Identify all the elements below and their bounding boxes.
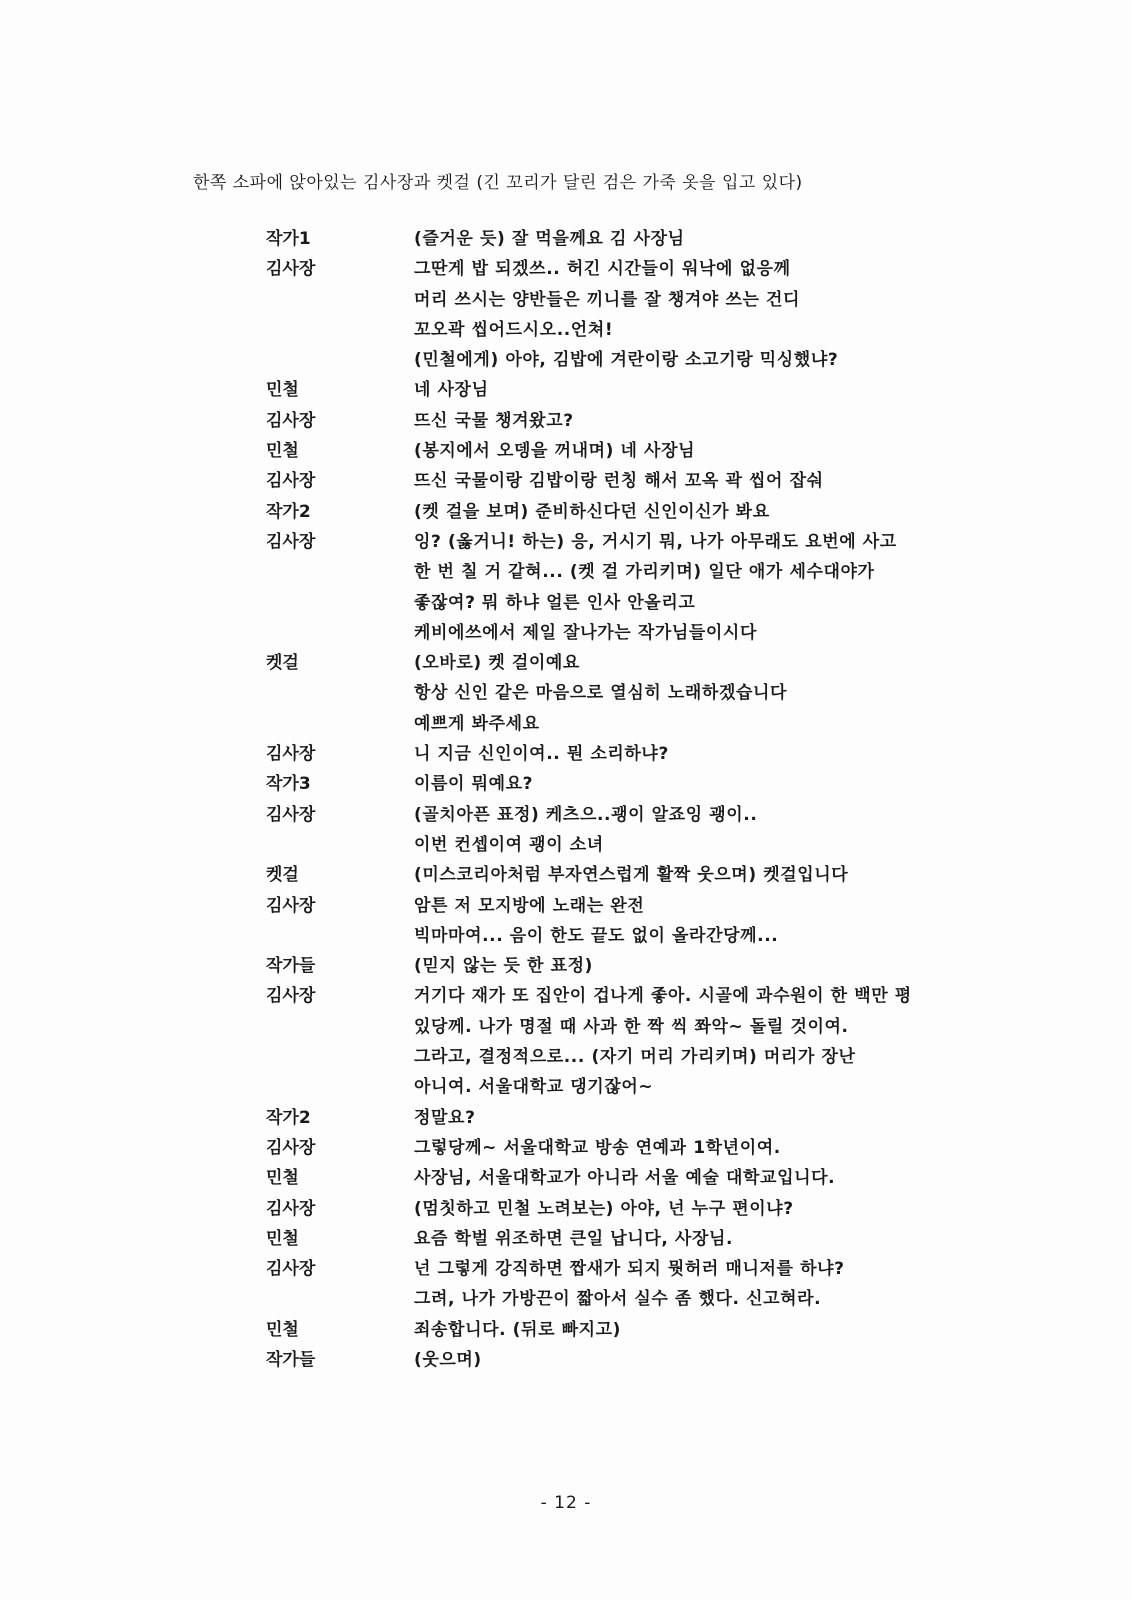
- dialogue-line: 한 번 칠 거 같혀... (켓 걸 가리키며) 일단 애가 세수대야가: [414, 562, 875, 583]
- script-row: [266, 804, 1026, 834]
- script-row: [266, 1076, 1026, 1106]
- script-row: [266, 470, 1026, 500]
- dialogue-line: 케비에쓰에서 제일 잘나가는 작가님들이시다: [414, 622, 757, 643]
- dialogue-line: 사장님, 서울대학교가 아니라 서울 예술 대학교입니다.: [414, 1168, 836, 1189]
- speaker-name: 김사장: [266, 531, 316, 552]
- dialogue-line: 네 사장님: [414, 380, 489, 401]
- script-row: [266, 1107, 1026, 1137]
- dialogue-line: 그딴게 밥 되겠쓰.. 허긴 시간들이 워낙에 없응께: [414, 259, 791, 280]
- speaker-name: 작가3: [266, 774, 311, 795]
- script-row: [266, 228, 1026, 258]
- script-row: [266, 1198, 1026, 1228]
- script-row: [266, 622, 1026, 652]
- dialogue-line: 니 지금 신인이여.. 뭔 소리하냐?: [414, 744, 669, 765]
- dialogue-line: 거기다 재가 또 집안이 겁나게 좋아. 시골에 과수원이 한 백만 평: [414, 986, 912, 1007]
- dialogue-line: (골치아픈 표정) 케츠으..괭이 알죠잉 괭이..: [414, 804, 758, 825]
- dialogue-line: 그라고, 결정적으로... (자기 머리 가리키며) 머리가 장난: [414, 1047, 856, 1068]
- script-row: [266, 440, 1026, 470]
- speaker-name: 민철: [266, 380, 299, 401]
- script-row: [266, 925, 1026, 955]
- dialogue-line: 뜨신 국물 챙겨왔고?: [414, 410, 574, 431]
- dialogue-line: 죄송합니다. (뒤로 빠지고): [414, 1319, 622, 1340]
- dialogue-line: 넌 그렇게 강직하면 짭새가 되지 뭣허러 매니저를 하냐?: [414, 1259, 845, 1280]
- script-row: [266, 1137, 1026, 1167]
- script-row: [266, 955, 1026, 985]
- speaker-name: 민철: [266, 1228, 299, 1249]
- script-row: [266, 895, 1026, 925]
- dialogue-line: 잉? (옳거니! 하는) 응, 거시기 뭐, 나가 아무래도 요번에 사고: [414, 531, 897, 552]
- script-row: [266, 864, 1026, 894]
- dialogue-line: 예쁘게 봐주세요: [414, 713, 540, 734]
- speaker-name: 김사장: [266, 1259, 316, 1280]
- speaker-name: 민철: [266, 441, 299, 462]
- dialogue-line: 요즘 학벌 위조하면 큰일 납니다, 사장님.: [414, 1228, 734, 1249]
- dialogue-line: (봉지에서 오뎅을 꺼내며) 네 사장님: [414, 441, 696, 462]
- dialogue-line: 뜨신 국물이랑 김밥이랑 런칭 해서 꼬옥 곽 씹어 잡숴: [414, 471, 824, 492]
- dialogue-line: (민철에게) 아야, 김밥에 겨란이랑 소고기랑 믹싱했냐?: [414, 350, 839, 371]
- script-row: [266, 1167, 1026, 1197]
- dialogue-line: (즐거운 듯) 잘 먹을께요 김 사장님: [414, 229, 685, 249]
- speaker-name: 작가1: [266, 229, 311, 249]
- script-row: [266, 743, 1026, 773]
- speaker-name: 김사장: [266, 804, 316, 825]
- script-body: [266, 228, 1026, 1379]
- script-row: [266, 652, 1026, 682]
- script-row: [266, 379, 1026, 409]
- script-row: [266, 349, 1026, 379]
- script-row: [266, 1046, 1026, 1076]
- speaker-name: 민철: [266, 1168, 299, 1189]
- dialogue-line: (웃으며): [414, 1349, 482, 1370]
- script-row: [266, 289, 1026, 319]
- script-row: [266, 985, 1026, 1015]
- dialogue-line: (멈칫하고 민철 노려보는) 아야, 넌 누구 편이냐?: [414, 1198, 794, 1219]
- speaker-name: 켓걸: [266, 865, 299, 886]
- speaker-name: 김사장: [266, 986, 316, 1007]
- script-row: [266, 319, 1026, 349]
- script-row: [266, 592, 1026, 622]
- speaker-name: 켓걸: [266, 653, 299, 674]
- dialogue-line: 그려, 나가 가방끈이 짧아서 실수 좀 했다. 신고혀라.: [414, 1289, 822, 1310]
- dialogue-line: 아니여. 서울대학교 댕기잖어~: [414, 1077, 654, 1098]
- script-row: [266, 561, 1026, 591]
- stage-direction: 한쪽 소파에 앉아있는 김사장과 켓걸 (긴 꼬리가 달린 검은 가죽 옷을 입고 있다): [193, 173, 803, 193]
- script-row: [266, 258, 1026, 288]
- script-row: [266, 410, 1026, 440]
- script-row: [266, 1258, 1026, 1288]
- script-row: [266, 501, 1026, 531]
- speaker-name: 김사장: [266, 744, 316, 765]
- speaker-name: 민철: [266, 1319, 299, 1340]
- script-row: [266, 773, 1026, 803]
- dialogue-line: (믿지 않는 듯 한 표정): [414, 956, 593, 977]
- speaker-name: 김사장: [266, 895, 316, 916]
- speaker-name: 김사장: [266, 410, 316, 431]
- dialogue-line: (켓 걸을 보며) 준비하신다던 신인이신가 봐요: [414, 501, 770, 522]
- script-row: [266, 531, 1026, 561]
- dialogue-line: 빅마마여... 음이 한도 끝도 없이 올라간당께...: [414, 925, 779, 946]
- script-row: [266, 682, 1026, 712]
- dialogue-line: 좋잖여? 뭐 하냐 얼른 인사 안올리고: [414, 592, 696, 613]
- dialogue-line: 꼬오곽 씹어드시오..언쳐!: [414, 319, 614, 340]
- script-row: [266, 1016, 1026, 1046]
- dialogue-line: 있당께. 나가 명절 때 사과 한 짝 씩 쫘악~ 돌릴 것이여.: [414, 1016, 849, 1037]
- script-row: [266, 1288, 1026, 1318]
- page-number: - 12 -: [540, 1493, 592, 1513]
- speaker-name: 김사장: [266, 471, 316, 492]
- dialogue-line: 암튼 저 모지방에 노래는 완전: [414, 895, 645, 916]
- dialogue-line: (오바로) 켓 걸이예요: [414, 653, 580, 674]
- script-row: [266, 1349, 1026, 1379]
- dialogue-line: 머리 쓰시는 양반들은 끼니를 잘 챙겨야 쓰는 건디: [414, 289, 801, 310]
- dialogue-line: 정말요?: [414, 1107, 476, 1128]
- dialogue-line: 이름이 뭐예요?: [414, 774, 534, 795]
- speaker-name: 김사장: [266, 259, 316, 280]
- dialogue-line: (미스코리아처럼 부자연스럽게 활짝 웃으며) 켓걸입니다: [414, 865, 849, 886]
- script-row: [266, 1228, 1026, 1258]
- speaker-name: 작가2: [266, 1107, 311, 1128]
- speaker-name: 김사장: [266, 1198, 316, 1219]
- dialogue-line: 항상 신인 같은 마음으로 열심히 노래하겠습니다: [414, 683, 788, 704]
- dialogue-line: 이번 컨셉이여 괭이 소녀: [414, 834, 604, 855]
- speaker-name: 작가들: [266, 1349, 316, 1370]
- speaker-name: 작가들: [266, 956, 316, 977]
- dialogue-line: 그렇당께~ 서울대학교 방송 연예과 1학년이여.: [414, 1137, 781, 1158]
- script-row: [266, 713, 1026, 743]
- speaker-name: 김사장: [266, 1137, 316, 1158]
- speaker-name: 작가2: [266, 501, 311, 522]
- script-row: [266, 1319, 1026, 1349]
- script-row: [266, 834, 1026, 864]
